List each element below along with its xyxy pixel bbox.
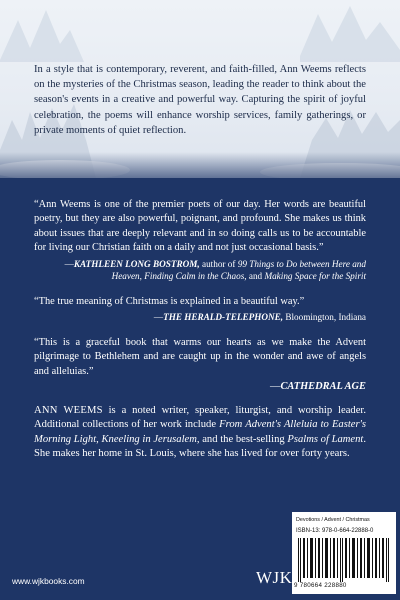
publisher-logo: WJK bbox=[256, 568, 293, 587]
quotes-section bbox=[34, 198, 366, 462]
quote-1-text: “Ann Weems is one of the premier poets of our day. Her words are beautiful poetry, but they are also powerful, poignant, and profound. She makes us think about issues that are deeply relevant and in so doing calls us to be accountable for living our Christian faith on a daily and not just occasional basis.” bbox=[34, 199, 366, 254]
quote-3-source: CATHEDRAL AGE bbox=[280, 381, 366, 393]
quote-2-source: THE HERALD-TELEPHONE, bbox=[163, 312, 284, 323]
publisher-website[interactable]: www.wjkbooks.com bbox=[12, 576, 85, 586]
isbn-barcode bbox=[292, 512, 396, 594]
intro-blurb: In a style that is contemporary, reverent, and faith-filled, Ann Weems reflects on the mysteries of the Christmas season, leading the reader to think about the season's events in a creative and powerful way. Capturing the spirit of joyful celebration, the poems will enhance worship services, family gatherings, or private moments of quiet reflection. bbox=[34, 64, 366, 136]
quote-3-text: “This is a graceful book that warms our hearts as we make the Advent pilgrimage to Bethlehem and are caught up in the wonder and awe of angels and alleluias.” bbox=[34, 336, 366, 377]
quote-2-attribution: —THE HERALD-TELEPHONE, Bloomington, Indiana bbox=[153, 312, 366, 323]
quote-1-attribution: —KATHLEEN LONG BOSTROM, author of 99 Things to Do between Here and Heaven, Finding Calm in the Chaos, and Making Space for the Spirit bbox=[64, 258, 366, 282]
barcode-icon bbox=[298, 538, 390, 582]
isbn-label: ISBN-13: 978-0-664-22888-0 bbox=[296, 528, 374, 534]
subject-category: Devotions / Advent / Christmas bbox=[296, 517, 370, 523]
quote-2-text: “The true meaning of Christmas is explained in a beautiful way.” bbox=[34, 295, 305, 307]
barcode-digits: 9 780664 228880 bbox=[294, 582, 347, 589]
author-name: ANN WEEMS bbox=[34, 404, 103, 416]
quote-1-source: KATHLEEN LONG BOSTROM, bbox=[73, 258, 200, 269]
author-bio: ANN WEEMS is a noted writer, speaker, liturgist, and worship leader. Additional collections of her work include From Advent's Alleluia to Easter's Morning Light, Kneeling in Jerusalem, and the best-selling Psalms of Lament. She makes her home in St. Louis, where she has lived for over forty years. bbox=[34, 404, 367, 460]
quote-3-attribution: —CATHEDRAL AGE bbox=[270, 381, 366, 393]
snow-scene-photo bbox=[0, 0, 400, 178]
